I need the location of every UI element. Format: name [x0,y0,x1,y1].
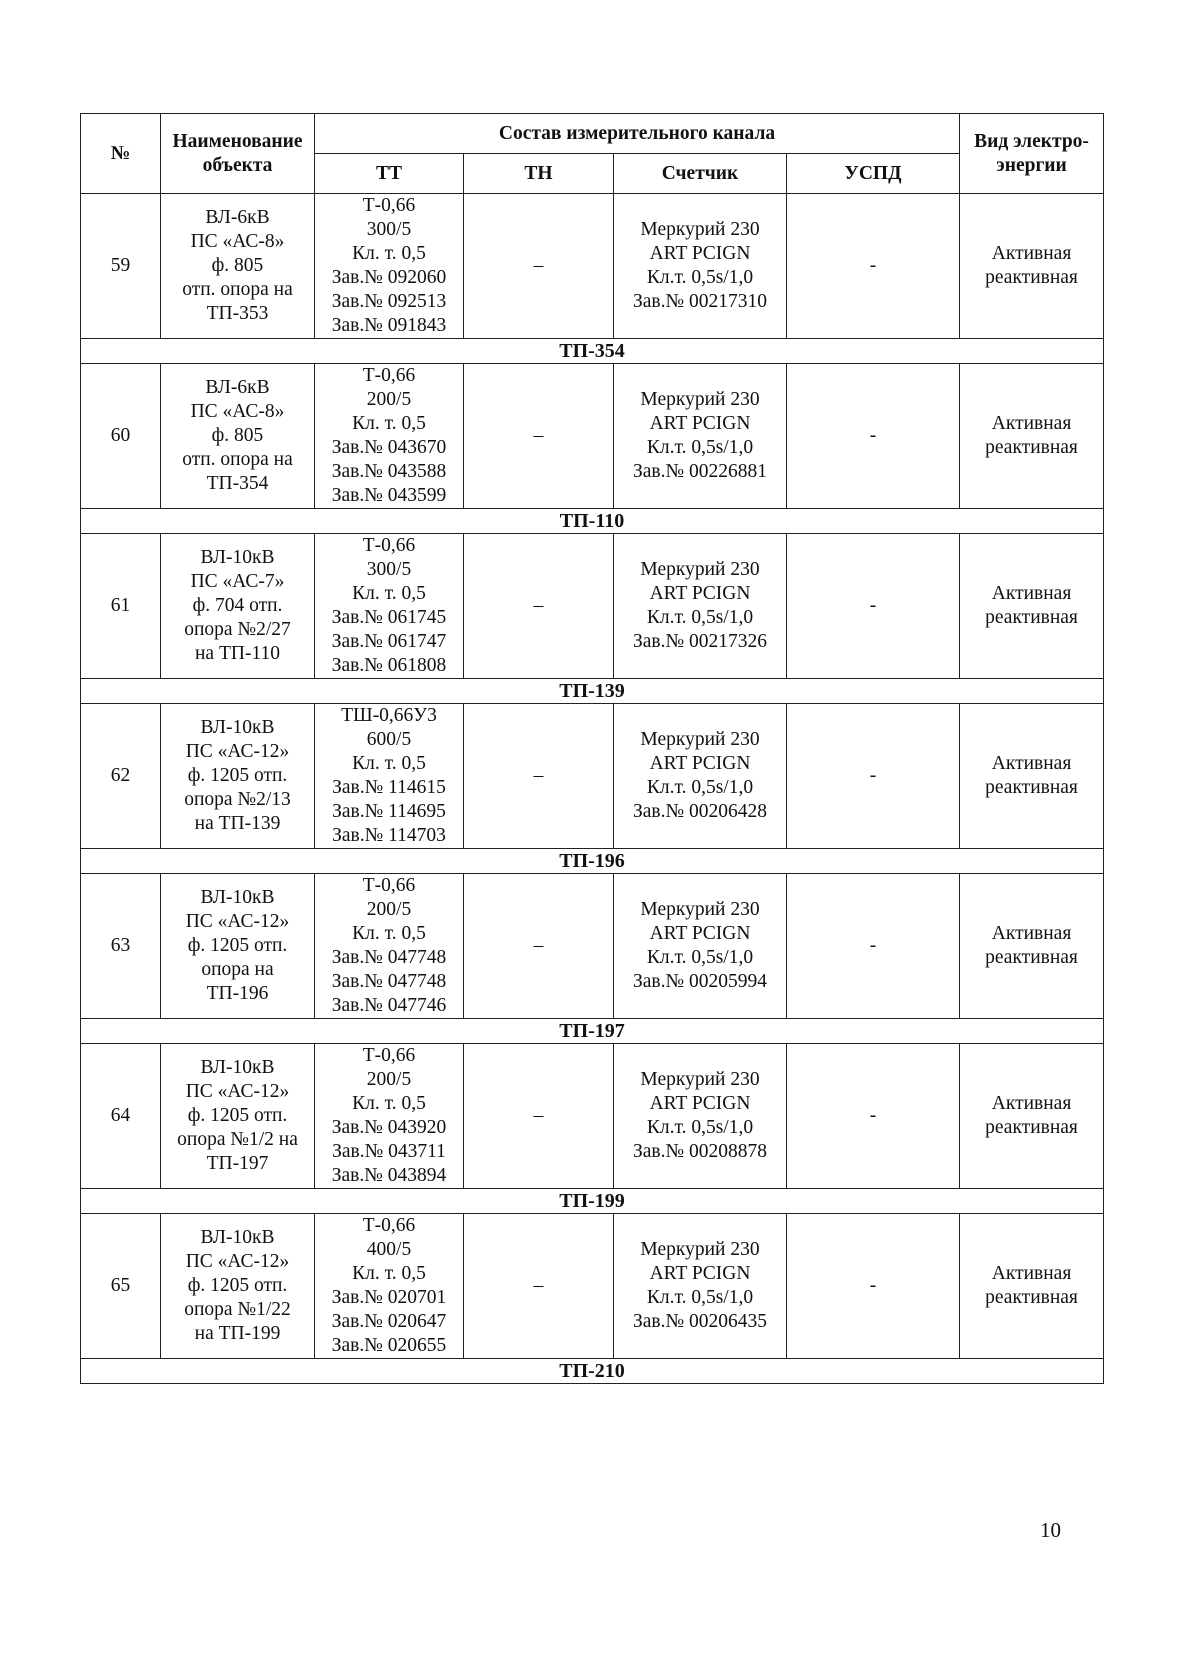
meter-cell-line: Кл.т. 0,5s/1,0 [646,437,754,458]
tt-cell-line: 300/5 [366,219,412,240]
tt-cell-line: Зав.№ 043599 [331,485,447,506]
meter-cell-line: Кл.т. 0,5s/1,0 [646,1287,754,1308]
energy-kind-cell-line: Активная [991,1263,1072,1284]
object-name-line: на ТП-199 [194,1323,281,1344]
section-title: ТП-197 [81,1019,1104,1044]
section-row [81,1189,1104,1214]
energy-kind-cell [960,194,1104,339]
tt-cell-line: Зав.№ 043711 [332,1141,446,1162]
meter-cell-line: ART PCIGN [649,1263,751,1284]
object-name [161,534,315,679]
tt-cell-line: Зав.№ 061747 [331,631,447,652]
meter-cell-line: Кл.т. 0,5s/1,0 [646,1117,754,1138]
header-uspd: УСПД [787,154,960,194]
section-row [81,1019,1104,1044]
tt-cell [315,1214,464,1359]
meter-cell-line: Меркурий 230 [640,899,760,920]
meter-cell-line: Зав.№ 00206428 [633,801,767,822]
document-page [80,113,1103,1384]
object-name [161,704,315,849]
tt-cell [315,534,464,679]
energy-kind-cell-line: реактивная [985,1117,1078,1138]
tt-cell-line: 200/5 [366,389,412,410]
measurement-table [80,113,1104,1384]
tt-cell [315,1044,464,1189]
object-name-line: ТП-354 [206,473,269,494]
table-body [81,194,1104,1384]
tn-cell: – [464,534,614,679]
meter-cell-line: Меркурий 230 [640,729,760,750]
tt-cell-line: Зав.№ 092060 [331,267,447,288]
tt-cell-line: 600/5 [366,729,412,750]
meter-cell-line: Зав.№ 00217326 [633,631,767,652]
tt-cell [315,704,464,849]
tn-cell: – [464,1044,614,1189]
row-number: 65 [81,1214,161,1359]
table-row [81,1044,1104,1189]
meter-cell-line: Меркурий 230 [640,1239,760,1260]
object-name [161,194,315,339]
energy-kind-cell-line: Активная [991,583,1072,604]
energy-kind-cell [960,364,1104,509]
uspd-cell: - [787,1044,960,1189]
tt-cell-line: 200/5 [366,899,412,920]
object-name-line: ПС «АС-12» [185,911,290,932]
object-name-line: ПС «АС-8» [190,401,285,422]
meter-cell-line: Зав.№ 00226881 [633,461,767,482]
tt-cell-line: Зав.№ 061808 [331,655,447,676]
row-number: 64 [81,1044,161,1189]
tt-cell-line: Т-0,66 [362,875,416,896]
tt-cell-line: 400/5 [366,1239,412,1260]
tt-cell-line: Т-0,66 [362,1215,416,1236]
object-name [161,1044,315,1189]
object-name-line: ф. 805 [211,425,264,446]
energy-kind-cell-line: Активная [991,413,1072,434]
energy-kind-cell [960,1044,1104,1189]
tt-cell-line: Кл. т. 0,5 [352,413,426,434]
row-number: 61 [81,534,161,679]
table-row [81,194,1104,339]
object-name-line: опора №2/13 [184,789,291,810]
object-name [161,364,315,509]
tt-cell-line: Кл. т. 0,5 [352,583,426,604]
uspd-cell: - [787,874,960,1019]
section-row [81,509,1104,534]
tt-cell-line: Зав.№ 020647 [331,1311,447,1332]
object-name-line: ТП-197 [206,1153,269,1174]
object-name-line: ф. 1205 отп. [187,935,288,956]
object-name-line: ф. 1205 отп. [187,1105,288,1126]
section-title: ТП-196 [81,849,1104,874]
section-row [81,1359,1104,1384]
object-name-line: ф. 1205 отп. [187,1275,288,1296]
uspd-cell: - [787,704,960,849]
meter-cell-line: Меркурий 230 [640,559,760,580]
section-title: ТП-139 [81,679,1104,704]
tt-cell-line: Т-0,66 [362,1045,416,1066]
object-name-line: ВЛ-10кВ [200,547,275,568]
meter-cell-line: Зав.№ 00208878 [633,1141,767,1162]
object-name-line: ВЛ-10кВ [200,887,275,908]
tn-cell: – [464,1214,614,1359]
object-name-line: ф. 1205 отп. [187,765,288,786]
tt-cell-line: Зав.№ 114695 [332,801,446,822]
tt-cell-line: Зав.№ 047748 [331,947,447,968]
tt-cell-line: Т-0,66 [362,365,416,386]
tt-cell-line: 200/5 [366,1069,412,1090]
uspd-cell: - [787,194,960,339]
energy-kind-cell-line: реактивная [985,777,1078,798]
tt-cell-line: ТШ-0,66У3 [341,705,437,726]
uspd-cell: - [787,364,960,509]
tt-cell-line: Зав.№ 114615 [332,777,446,798]
header-tn: ТН [464,154,614,194]
meter-cell-line: ART PCIGN [649,243,751,264]
tt-cell-line: Зав.№ 047748 [331,971,447,992]
section-row [81,849,1104,874]
tt-cell-line: Кл. т. 0,5 [352,1093,426,1114]
energy-kind-cell [960,1214,1104,1359]
meter-cell [614,874,787,1019]
header-meter: Счетчик [614,154,787,194]
table-row [81,364,1104,509]
header-tt: ТТ [315,154,464,194]
uspd-cell: - [787,1214,960,1359]
object-name-line: ТП-196 [206,983,269,1004]
meter-cell-line: ART PCIGN [649,753,751,774]
tt-cell-line: Зав.№ 114703 [332,825,446,846]
tt-cell-line: Зав.№ 091843 [331,315,447,336]
tn-cell: – [464,364,614,509]
meter-cell-line: Кл.т. 0,5s/1,0 [646,267,754,288]
object-name-line: ВЛ-6кВ [205,377,270,398]
section-row [81,679,1104,704]
row-number: 60 [81,364,161,509]
energy-kind-cell-line: реактивная [985,607,1078,628]
object-name-line: ПС «АС-7» [190,571,285,592]
tt-cell [315,364,464,509]
energy-kind-cell-line: реактивная [985,947,1078,968]
tt-cell-line: Зав.№ 043670 [331,437,447,458]
meter-cell [614,534,787,679]
meter-cell [614,364,787,509]
meter-cell-line: Кл.т. 0,5s/1,0 [646,607,754,628]
object-name-line: ВЛ-6кВ [205,207,270,228]
tt-cell-line: Зав.№ 043588 [331,461,447,482]
tt-cell-line: Зав.№ 043920 [331,1117,447,1138]
meter-cell-line: Меркурий 230 [640,389,760,410]
tn-cell: – [464,704,614,849]
energy-kind-cell-line: Активная [991,1093,1072,1114]
object-name-line: отп. опора на [182,449,293,470]
meter-cell-line: Зав.№ 00206435 [633,1311,767,1332]
object-name-line: на ТП-139 [194,813,281,834]
energy-kind-cell [960,704,1104,849]
section-title: ТП-110 [81,509,1104,534]
section-row [81,339,1104,364]
object-name-line: на ТП-110 [195,643,280,664]
meter-cell-line: ART PCIGN [649,1093,751,1114]
energy-kind-cell-line: Активная [991,753,1072,774]
table-row [81,874,1104,1019]
section-title: ТП-354 [81,339,1104,364]
tt-cell-line: Т-0,66 [362,195,416,216]
object-name-line: опора №1/22 [184,1299,291,1320]
meter-cell-line: Кл.т. 0,5s/1,0 [646,947,754,968]
object-name-line: опора №2/27 [184,619,291,640]
tt-cell-line: Зав.№ 020701 [331,1287,447,1308]
section-title: ТП-210 [81,1359,1104,1384]
object-name [161,874,315,1019]
meter-cell [614,194,787,339]
header-object-name: Наименование объекта [161,114,315,194]
object-name-line: ВЛ-10кВ [200,717,275,738]
object-name-line: опора №1/2 на [177,1129,298,1150]
object-name-line: ПС «АС-12» [185,741,290,762]
object-name-line: ПС «АС-8» [190,231,285,252]
meter-cell-line: ART PCIGN [649,413,751,434]
object-name-line: ф. 704 отп. [192,595,283,616]
tt-cell-line: 300/5 [366,559,412,580]
tt-cell-line: Зав.№ 020655 [331,1335,447,1356]
object-name-line: отп. опора на [182,279,293,300]
tt-cell-line: Кл. т. 0,5 [352,1263,426,1284]
meter-cell-line: Меркурий 230 [640,219,760,240]
meter-cell-line: Зав.№ 00205994 [633,971,767,992]
meter-cell-line: ART PCIGN [649,923,751,944]
energy-kind-cell-line: Активная [991,243,1072,264]
uspd-cell: - [787,534,960,679]
object-name-line: ПС «АС-12» [185,1251,290,1272]
energy-kind-cell-line: реактивная [985,437,1078,458]
object-name-line: ВЛ-10кВ [200,1057,275,1078]
tt-cell-line: Т-0,66 [362,535,416,556]
tt-cell-line: Зав.№ 092513 [331,291,447,312]
table-row [81,534,1104,679]
section-title: ТП-199 [81,1189,1104,1214]
object-name [161,1214,315,1359]
object-name-line: ПС «АС-12» [185,1081,290,1102]
energy-kind-cell-line: реактивная [985,267,1078,288]
table-row [81,704,1104,849]
energy-kind-cell-line: Активная [991,923,1072,944]
tt-cell-line: Зав.№ 047746 [331,995,447,1016]
page-number: 10 [1040,1518,1061,1542]
meter-cell [614,704,787,849]
energy-kind-cell [960,534,1104,679]
meter-cell-line: ART PCIGN [649,583,751,604]
energy-kind-cell [960,874,1104,1019]
tn-cell: – [464,194,614,339]
header-energy-kind: Вид электро- энергии [960,114,1104,194]
object-name-line: ТП-353 [206,303,269,324]
row-number: 63 [81,874,161,1019]
tt-cell-line: Кл. т. 0,5 [352,923,426,944]
header-num: № [81,114,161,194]
meter-cell-line: Кл.т. 0,5s/1,0 [646,777,754,798]
row-number: 62 [81,704,161,849]
meter-cell-line: Меркурий 230 [640,1069,760,1090]
tt-cell [315,874,464,1019]
meter-cell-line: Зав.№ 00217310 [633,291,767,312]
energy-kind-cell-line: реактивная [985,1287,1078,1308]
meter-cell [614,1044,787,1189]
tt-cell-line: Зав.№ 043894 [331,1165,447,1186]
tt-cell [315,194,464,339]
tt-cell-line: Кл. т. 0,5 [352,753,426,774]
tt-cell-line: Зав.№ 061745 [331,607,447,628]
object-name-line: опора на [201,959,274,980]
meter-cell [614,1214,787,1359]
tt-cell-line: Кл. т. 0,5 [352,243,426,264]
header-channel-group: Состав измерительного канала [315,114,960,154]
object-name-line: ВЛ-10кВ [200,1227,275,1248]
tn-cell: – [464,874,614,1019]
table-row [81,1214,1104,1359]
row-number: 59 [81,194,161,339]
object-name-line: ф. 805 [211,255,264,276]
